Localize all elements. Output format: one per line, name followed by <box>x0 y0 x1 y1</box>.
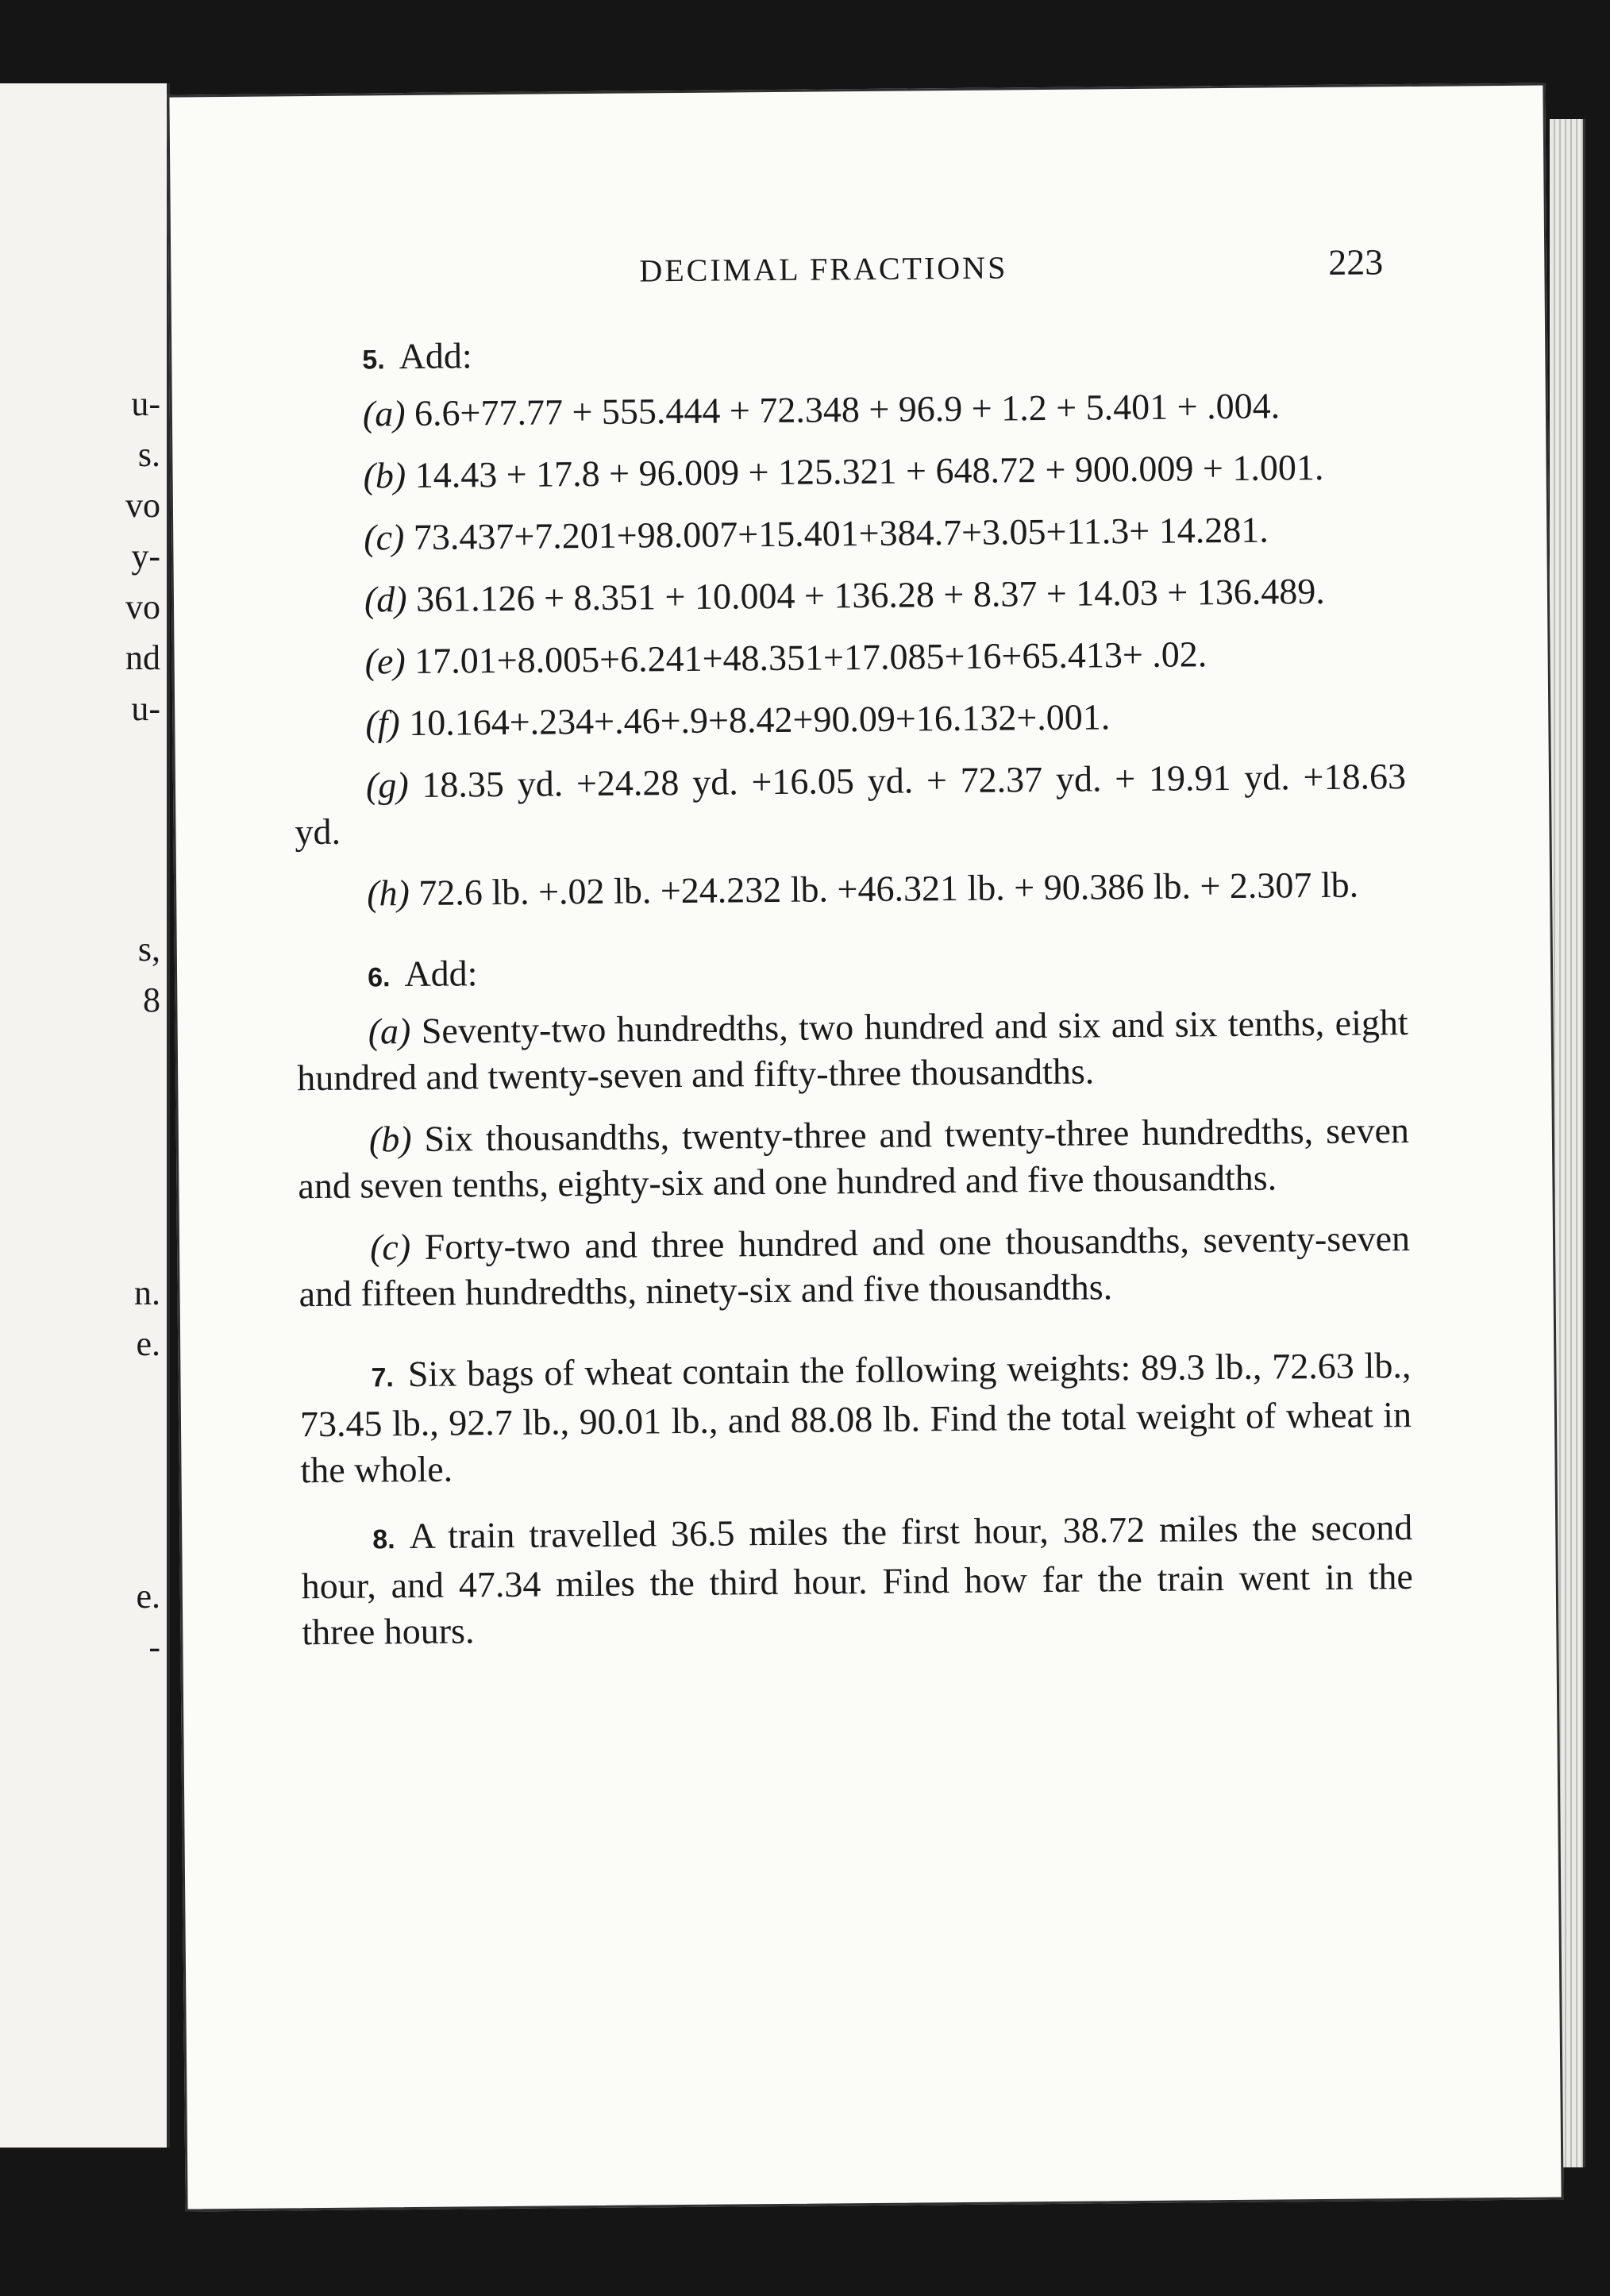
exercise-6-item <box>299 1215 1411 1317</box>
facing-page-fragment: u- <box>131 689 160 728</box>
facing-page-fragment: s, <box>137 930 160 969</box>
facing-page-fragment: vo <box>125 587 160 626</box>
item-text: 73.437+7.201+98.007+15.401+384.7+3.05+11.3+ 14.281. <box>413 509 1269 557</box>
page-content <box>291 325 1414 1676</box>
facing-page-fragment: - <box>148 1628 160 1666</box>
facing-page-fragment: e. <box>136 1324 160 1363</box>
exercise-text: Six bags of wheat contain the following weights: 89.3 lb., 72.63 lb., 73.45 lb., 92.7 lb., 90.01 lb., and 88.08 lb. Find the total weight of wheat in the whole. <box>299 1345 1412 1491</box>
facing-page-fragment: y- <box>131 537 160 576</box>
item-letter: (g) <box>365 765 409 806</box>
item-text: Forty-two and three hundred and one thousandths, seventy-seven and fifteen hundredths, ninety-six and five thousandths. <box>299 1218 1411 1315</box>
item-letter: (c) <box>369 1227 411 1268</box>
exercise-number: 5. <box>362 345 385 376</box>
facing-page-fragment: vo <box>125 486 160 525</box>
exercise-6-item <box>296 1000 1408 1101</box>
item-letter: (b) <box>368 1118 412 1160</box>
exercise-5-item <box>293 630 1404 685</box>
exercise-7 <box>299 1343 1412 1493</box>
exercise-5-heading <box>291 325 1402 383</box>
item-text: 6.6+77.77 + 555.444 + 72.348 + 96.9 + 1.2 + 5.401 + .004. <box>414 385 1281 433</box>
exercise-label: Add: <box>399 335 472 377</box>
facing-page-fragment: u- <box>131 384 160 423</box>
exercise-6-item <box>298 1108 1410 1209</box>
exercise-5-item <box>293 568 1404 623</box>
facing-page-fragment: nd <box>125 638 160 677</box>
exercise-5-item <box>295 861 1407 917</box>
exercise-5-item <box>294 691 1405 747</box>
item-letter: (e) <box>364 641 406 682</box>
exercise-5-item <box>291 382 1403 437</box>
exercise-number: 7. <box>371 1362 395 1393</box>
item-letter: (c) <box>364 517 405 558</box>
facing-page <box>0 83 170 2148</box>
facing-page-fragment: s. <box>137 435 160 474</box>
exercise-8 <box>301 1504 1414 1655</box>
item-text: Six thousandths, twenty-three and twenty-three hundredths, seven and seven tenths, eighty-six and one hundred and five thousandths. <box>298 1110 1410 1207</box>
item-text: 18.35 yd. +24.28 yd. +16.05 yd. + 72.37 yd. + 19.91 yd. +18.63 yd. <box>295 756 1407 853</box>
item-text: 72.6 lb. +.02 lb. +24.232 lb. +46.321 lb. + 90.386 lb. + 2.307 lb. <box>418 864 1359 913</box>
item-text: 361.126 + 8.351 + 10.004 + 136.28 + 8.37 + 14.03 + 136.489. <box>415 570 1325 619</box>
item-letter: (h) <box>366 872 410 914</box>
facing-page-fragment: 8 <box>143 980 160 1019</box>
item-letter: (b) <box>363 455 406 496</box>
item-letter: (d) <box>364 579 407 620</box>
item-letter: (a) <box>362 393 406 434</box>
exercise-5-item <box>291 444 1403 499</box>
exercise-text: A train travelled 36.5 miles the first hour, 38.72 miles the second hour, and 47.34 miles the third hour. Find how far the train went in the three hours. <box>301 1507 1413 1653</box>
item-text: 14.43 + 17.8 + 96.009 + 125.321 + 648.72 + 900.009 + 1.001. <box>414 446 1324 495</box>
page-number: 223 <box>1328 241 1384 283</box>
item-text: 10.164+.234+.46+.9+8.42+90.09+16.132+.001. <box>409 696 1111 743</box>
exercise-label: Add: <box>404 953 478 995</box>
exercise-6-heading <box>296 942 1408 1001</box>
facing-page-fragment: e. <box>136 1577 160 1616</box>
book-page <box>167 83 1563 2211</box>
running-head <box>171 241 1544 289</box>
facing-page-fragment: n. <box>134 1273 160 1312</box>
exercise-number: 6. <box>367 962 391 993</box>
item-text: 17.01+8.005+6.241+48.351+17.085+16+65.413+ .02. <box>414 634 1208 681</box>
exercise-5-item <box>292 506 1404 561</box>
chapter-title: DECIMAL FRACTIONS <box>639 249 1008 289</box>
exercise-number: 8. <box>372 1524 395 1555</box>
exercise-5-item <box>295 753 1407 855</box>
item-letter: (a) <box>368 1010 411 1052</box>
item-letter: (f) <box>365 703 400 744</box>
item-text: Seventy-two hundredths, two hundred and six and six tenths, eight hundred and twenty-seven and fifty-three thousandths. <box>296 1002 1408 1099</box>
